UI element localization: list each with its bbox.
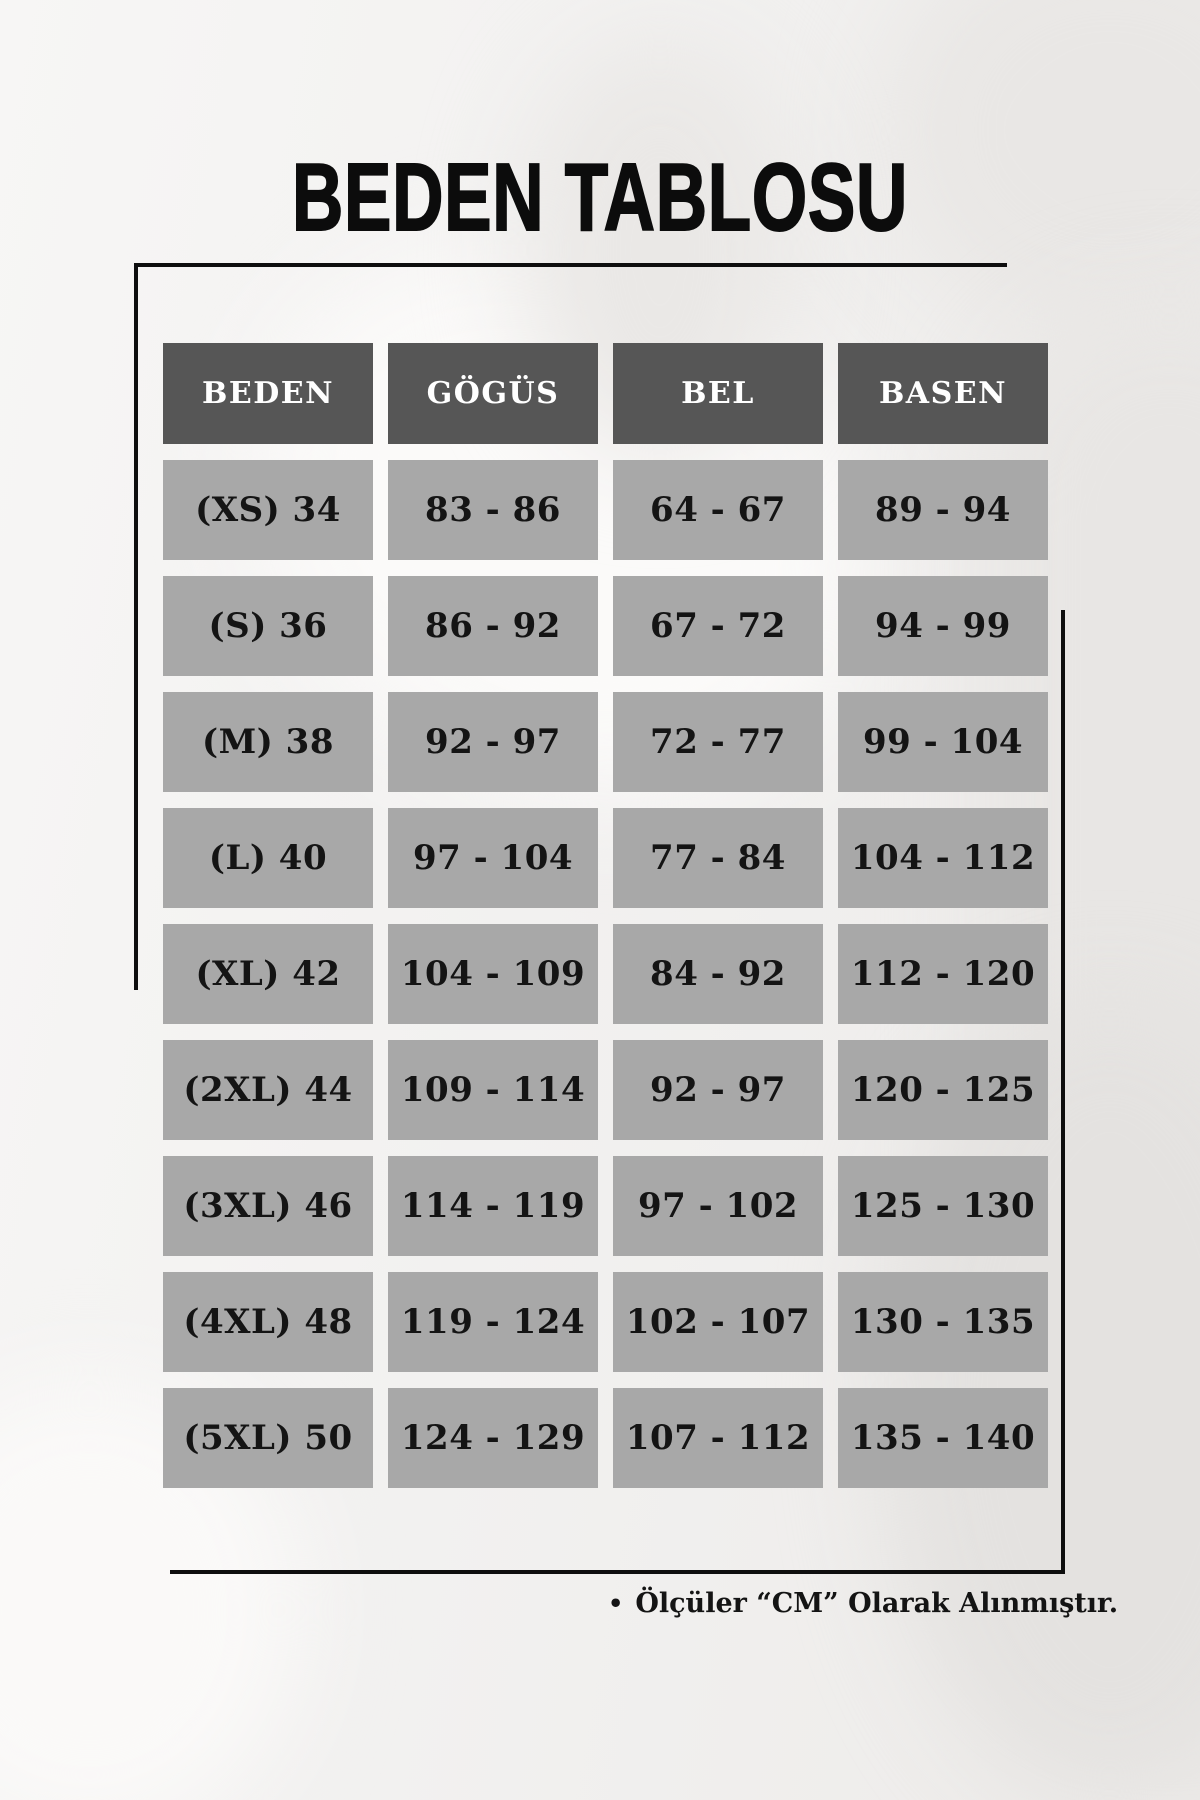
- size-cell-r6-c2: 109 - 114: [388, 1040, 598, 1140]
- size-cell-r3-c2: 92 - 97: [388, 692, 598, 792]
- size-cell-r9-c4: 135 - 140: [838, 1388, 1048, 1488]
- bullet-icon: •: [608, 1589, 624, 1618]
- size-cell-r3-c3: 72 - 77: [613, 692, 823, 792]
- size-cell-r7-c4: 125 - 130: [838, 1156, 1048, 1256]
- size-cell-r6-c1: (2XL) 44: [163, 1040, 373, 1140]
- size-cell-r8-c3: 102 - 107: [613, 1272, 823, 1372]
- size-cell-r4-c1: (L) 40: [163, 808, 373, 908]
- size-cell-r3-c4: 99 - 104: [838, 692, 1048, 792]
- size-cell-r9-c2: 124 - 129: [388, 1388, 598, 1488]
- size-cell-r2-c3: 67 - 72: [613, 576, 823, 676]
- size-table: [163, 343, 1048, 1488]
- size-cell-r4-c3: 77 - 84: [613, 808, 823, 908]
- header-cell-3: BASEN: [838, 343, 1048, 444]
- size-cell-r3-c1: (M) 38: [163, 692, 373, 792]
- measurement-note-text: Ölçüler “CM” Olarak Alınmıştır.: [635, 1588, 1119, 1619]
- size-cell-r7-c2: 114 - 119: [388, 1156, 598, 1256]
- size-cell-r2-c4: 94 - 99: [838, 576, 1048, 676]
- size-cell-r6-c3: 92 - 97: [613, 1040, 823, 1140]
- size-cell-r4-c4: 104 - 112: [838, 808, 1048, 908]
- size-cell-r1-c1: (XS) 34: [163, 460, 373, 560]
- size-cell-r5-c3: 84 - 92: [613, 924, 823, 1024]
- size-cell-r9-c1: (5XL) 50: [163, 1388, 373, 1488]
- size-cell-r5-c2: 104 - 109: [388, 924, 598, 1024]
- page-title: BEDEN TABLOSU: [291, 144, 909, 251]
- size-cell-r4-c2: 97 - 104: [388, 808, 598, 908]
- size-cell-r7-c3: 97 - 102: [613, 1156, 823, 1256]
- size-cell-r2-c1: (S) 36: [163, 576, 373, 676]
- header-cell-0: BEDEN: [163, 343, 373, 444]
- decorative-frame-line-bottom: [170, 1570, 1065, 1574]
- measurement-note: [608, 1588, 1118, 1620]
- size-cell-r5-c1: (XL) 42: [163, 924, 373, 1024]
- decorative-frame-line-top: [134, 263, 1007, 267]
- decorative-frame-line-right: [1061, 610, 1065, 1574]
- decorative-frame-line-left: [134, 263, 138, 990]
- size-cell-r2-c2: 86 - 92: [388, 576, 598, 676]
- size-cell-r1-c4: 89 - 94: [838, 460, 1048, 560]
- size-cell-r7-c1: (3XL) 46: [163, 1156, 373, 1256]
- size-cell-r5-c4: 112 - 120: [838, 924, 1048, 1024]
- size-cell-r6-c4: 120 - 125: [838, 1040, 1048, 1140]
- size-cell-r1-c3: 64 - 67: [613, 460, 823, 560]
- size-cell-r8-c2: 119 - 124: [388, 1272, 598, 1372]
- header-cell-2: BEL: [613, 343, 823, 444]
- size-cell-r8-c4: 130 - 135: [838, 1272, 1048, 1372]
- size-cell-r8-c1: (4XL) 48: [163, 1272, 373, 1372]
- header-cell-1: GÖGÜS: [388, 343, 598, 444]
- size-cell-r1-c2: 83 - 86: [388, 460, 598, 560]
- size-cell-r9-c3: 107 - 112: [613, 1388, 823, 1488]
